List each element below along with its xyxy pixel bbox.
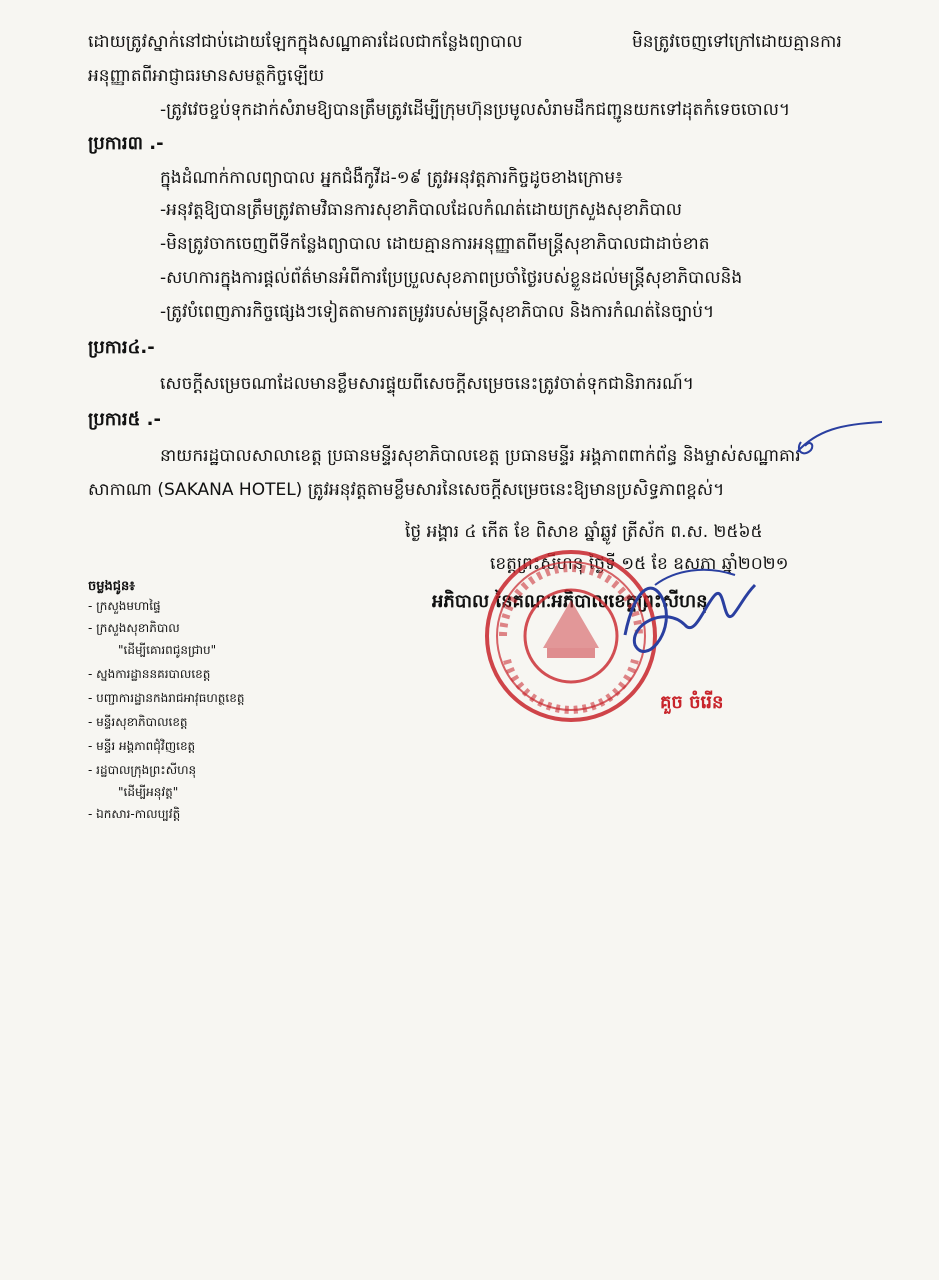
handwritten-initials (787, 420, 887, 460)
date-lunar: ថ្ងៃ អង្គារ ៤ កើត ខែ ពិសាខ ឆ្នាំឆ្លូវ ត្រីស័ក ព.ស. ២៥៦៥ (405, 522, 763, 542)
signatory-title: អភិបាល នៃគណៈអភិបាលខេត្តព្រះសីហនុ (432, 591, 708, 612)
cc-item: - ក្រសួងសុខាភិបាល (88, 621, 180, 635)
handwritten-signature (615, 565, 765, 685)
cc-item: - ឯកសារ-កាលប្បវត្តិ (88, 807, 181, 821)
cc-item: - ក្រសួងមហាផ្ទៃ (88, 599, 161, 613)
cc-item: - ស្នងការដ្ឋាននគរបាលខេត្ត (88, 667, 211, 681)
cc-item-note: "ដើម្បីអនុវត្ត" (118, 785, 179, 799)
body-line-3: -ត្រូវវេចខ្ចប់ទុកដាក់សំរាមឱ្យបានត្រឹមត្រូវដើម្បីក្រុមហ៊ុនប្រមូលសំរាមដឹកជញ្ជូនយកទៅដុតកំទេចចោល។ (160, 100, 791, 120)
article-3-item: -សហការក្នុងការផ្តល់ព័ត៌មានអំពីការប្រែប្រួលសុខភាពប្រចាំថ្ងៃរបស់ខ្លួនដល់មន្ត្រីសុខាភិបាលនិង (160, 268, 743, 288)
cc-item-note: "ដើម្បីគោរពជូនជ្រាប" (118, 643, 217, 657)
article-5-line-1: នាយករដ្ឋបាលសាលាខេត្ត ប្រធានមន្ទីរសុខាភិបាលខេត្ត ប្រធានមន្ទីរ អង្គភាពពាក់ព័ន្ធ និងម្ចាស់សណ្ឋាគារ (160, 446, 801, 466)
cc-title: ចម្លងជូន៖ (88, 579, 135, 594)
body-line-2: អនុញ្ញាតពីអាជ្ញាធរមានសមត្ថកិច្ចឡើយ (88, 66, 325, 86)
article-4-text: សេចក្តីសម្រេចណាដែលមានខ្លឹមសារផ្ទុយពីសេចក្តីសម្រេចនេះត្រូវចាត់ទុកជានិរាករណ៍។ (160, 374, 694, 394)
signatory-name: គួច ចំរើន (660, 692, 724, 713)
article-3-item: -មិនត្រូវចាកចេញពីទីកន្លែងព្យាបាល ដោយគ្មានការអនុញ្ញាតពីមន្ត្រីសុខាភិបាលជាដាច់ខាត (160, 234, 710, 254)
article-3-item: -អនុវត្តឱ្យបានត្រឹមត្រូវតាមវិធានការសុខាភិបាលដែលកំណត់ដោយក្រសួងសុខាភិបាល (160, 200, 682, 220)
cc-item: - បញ្ជាការដ្ឋានកងរាជអាវុធហត្ថខេត្ត (88, 691, 245, 705)
article-5-heading: ប្រការ៥ .- (88, 409, 161, 430)
article-3-intro: ក្នុងដំណាក់កាលព្យាបាល អ្នកជំងឺកូវីដ-១៩ ត្រូវអនុវត្តភារកិច្ចដូចខាងក្រោម៖ (160, 168, 623, 188)
article-3-item: -ត្រូវបំពេញភារកិច្ចផ្សេងៗទៀតតាមការតម្រូវរបស់មន្ត្រីសុខាភិបាល និងការកំណត់នៃច្បាប់។ (160, 302, 715, 322)
cc-item: - មន្ទីរ អង្គភាពជុំវិញខេត្ត (88, 739, 196, 753)
body-line-1a: ដោយត្រូវស្នាក់នៅជាប់ដោយឡែកក្នុងសណ្ឋាគារដែលជាកន្លែងព្យាបាល (88, 32, 523, 52)
body-line-1b: មិនត្រូវចេញទៅក្រៅដោយគ្មានការ (632, 32, 842, 52)
cc-item: - មន្ទីរសុខាភិបាលខេត្ត (88, 715, 188, 729)
article-3-heading: ប្រការ៣ .- (88, 133, 164, 154)
article-5-line-2: សាកាណា (SAKANA HOTEL) ត្រូវអនុវត្តតាមខ្លឹមសារនៃសេចក្តីសម្រេចនេះឱ្យមានប្រសិទ្ធភាពខ្ពស់។ (88, 480, 725, 500)
cc-item: - រដ្ឋបាលក្រុងព្រះសីហនុ (88, 763, 197, 777)
article-4-heading: ប្រការ៤.- (88, 337, 155, 358)
date-solar: ខេត្តព្រះសីហនុ ថ្ងៃទី ១៥ ខែ ឧសភា ឆ្នាំ២០២១ (490, 554, 789, 574)
